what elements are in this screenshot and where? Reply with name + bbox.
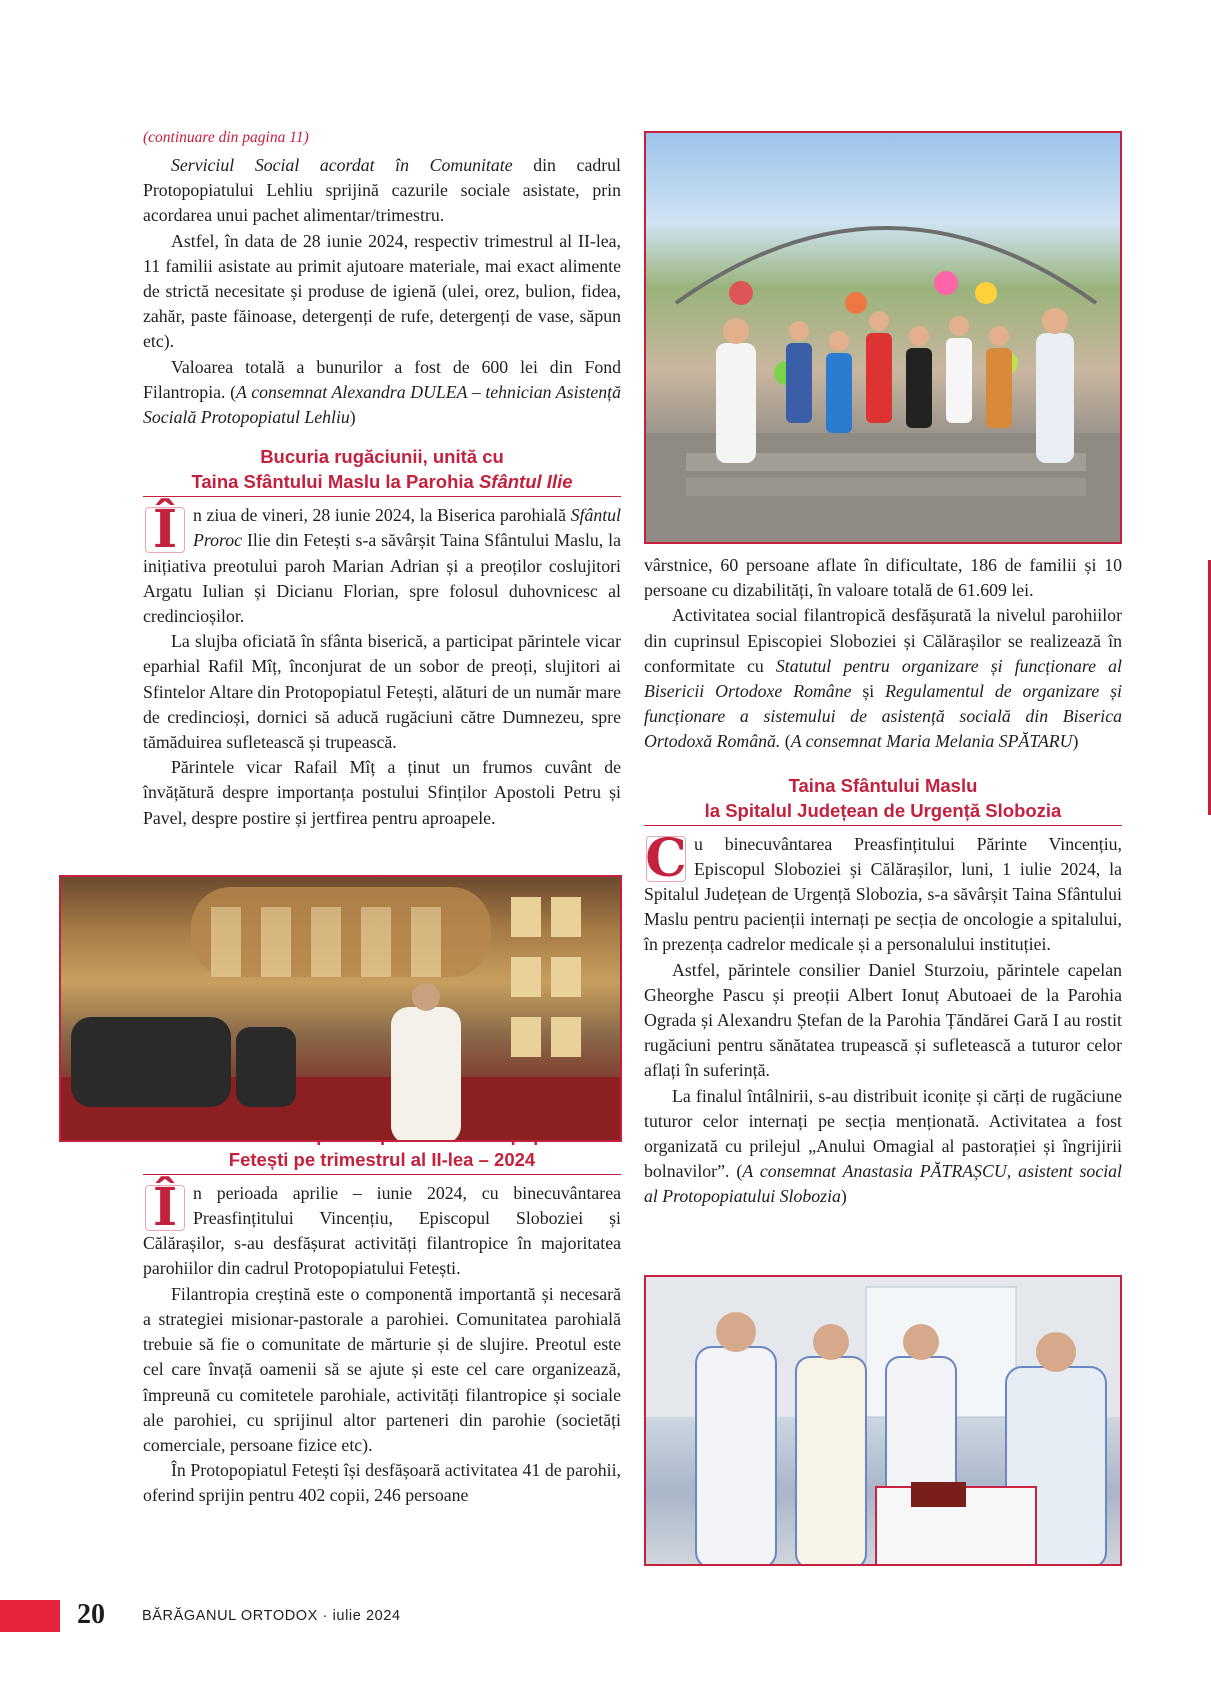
paragraph-families-aid: Astfel, în data de 28 iunie 2024, respectiv trimestrul al II-lea, 11 familii asistate au primit ajutoare materiale, mai exact alimente de strictă necesitate și produse de igienă (ulei, orez, bulion, fidea, zahăr, paste făinoase, detergenți de rufe, detergenți de vase, săpun etc). <box>143 230 621 352</box>
children-scene <box>646 133 1122 544</box>
paragraph-spital-priests: Astfel, părintele consilier Daniel Sturzoiu, părintele capelan Gheorghe Pascu și preoții Albert Ionuț Abutoaei de la Parohia Ograda și Alexandru Ștefan de la Parohia Țăndărei Gară I au rostit rugăciuni pentru sănătatea trupească și sufletească a tuturor celor aflați în suferință. <box>644 959 1122 1081</box>
paragraph-total-value: Valoarea totală a bunurilor a fost de 600 lei din Fond Filantropia. (A consemnat Alexandra DULEA – tehnician Asistență Socială Protopopiatul Lehliu) <box>143 356 622 428</box>
footer-color-bar <box>0 1600 60 1632</box>
article-heading-filantropie: Fetești pe trimestrul al II-lea – 2024 <box>143 1122 621 1175</box>
drop-cap: Î <box>143 507 187 553</box>
paragraph-maslu-sermon: Părintele vicar Rafail Mîț a ținut un frumos cuvânt de învățătură despre importanța postului Sfinților Apostoli Petru și Pavel, despre postire și jertfirea pentru aproapele. <box>143 757 621 828</box>
page-number: 20 <box>77 1599 105 1630</box>
paragraph-spital-final: La finalul întâlnirii, s-au distribuit iconițe și cărți de rugăciune tuturor celor internați pe secția menționată. Activitatea a fost organizată cu prilejul „Anului Omagial al pastorației și îngrijirii bolnavilor”. (A consemnat Anastasia PĂTRAȘCU, asistent social al Protopopiatului Slobozia) <box>644 1085 1122 1207</box>
article-heading-maslu-fetesti: Bucuria rugăciunii, unită cu Taina Sfântului Maslu la Parohia Sfântul Ilie <box>143 444 621 497</box>
paragraph-spital-intro: Cu binecuvântarea Preasfințitului Părinte Vincențiu, Episcopul Sloboziei și Călărașilor, luni, 1 iulie 2024, la Spitalul Județean de Urgență Slobozia, s-a săvârșit Taina Sfântului Maslu pentru pacienții internați pe secția de oncologie a spitalului, în prezența cadrelor medicale și a personalului instituției. <box>644 827 1122 955</box>
left-column <box>143 127 621 1509</box>
photo-children-group <box>644 131 1122 544</box>
hospital-scene <box>646 1277 1122 1566</box>
paragraph-maslu-intro: În ziua de vineri, 28 iunie 2024, la Biserica parohială Sfântul Proroc Ilie din Fetești s-a săvârșit Taina Sfântului Maslu, la inițiativa preotului paroh Marian Adrian și a preoților coslujitori Argatu Iulian și Dicianu Florian, spre folosul duhovnicesc al credincioșilor. <box>143 499 621 627</box>
right-column <box>644 553 1122 1210</box>
continuation-note: (continuare din pagina 11) <box>143 129 309 146</box>
paragraph-maslu-vicar: La slujba oficiată în sfânta biserică, a participat părintele vicar eparhial Rafil Mîț, înconjurat de un sobor de preoți, slujitori ai Sfintelor Altare din Protopopiatul Fetești, alături de un număr mare de credincioși, dornici să aducă rugăciuni către Dumnezeu, spre tămăduirea sufletească și trupească. <box>143 631 622 753</box>
drop-cap: C <box>645 827 687 889</box>
church-scene <box>61 877 622 1142</box>
photo-hospital-maslu <box>644 1275 1122 1566</box>
paragraph-filantropie-stats: În Protopopiatul Fetești își desfășoară activitatea 41 de parohii, oferind sprijin pentru 402 copii, 246 persoane <box>143 1460 621 1506</box>
magazine-name: BĂRĂGANUL ORTODOX · iulie 2024 <box>142 1608 401 1624</box>
article-heading-spital: Taina Sfântului Maslu la Spitalul Județean de Urgență Slobozia <box>644 773 1122 826</box>
paragraph-filantropie-intro: În perioada aprilie – iunie 2024, cu binecuvântarea Preasfințitului Vincențiu, Episcopul Sloboziei și Călărașilor, s-au desfășurat activități filantropice în majoritatea parohiilor din cadrul Protopopiatului Fetești. <box>143 1176 621 1279</box>
paragraph-social-service: Serviciul Social acordat în Comunitate din cadrul Protopopiatului Lehliu sprijină cazurile sociale asistate, prin acordarea unui pachet alimentar/trimestru. <box>143 155 621 226</box>
paragraph-stats-continued: vârstnice, 60 persoane aflate în dificultate, 186 de familii și 10 persoane cu dizabilități, în valoare totală de 61.609 lei. <box>644 555 1122 601</box>
paragraph-filantropie-role: Filantropia creștină este o componentă importantă și necesară a strategiei misionar-pastorale a parohiei. Comunitatea parohială trebuie să fie o comunitate de mărturie și de slujire. Preotul este cel care învață oamenii să se ajute și este cel care organizează, împreună cu comitetele parohiale, activități filantropice și sociale ale parohiei, cu sprijinul altor parteneri din parohie (societăți comerciale, persoane fizice etc). <box>143 1283 621 1455</box>
paragraph-regulation: Activitatea social filantropică desfășurată la nivelul parohiilor din cuprinsul Episcopiei Sloboziei și Călărașilor se realizează în conformitate cu Statutul pentru organizare și funcționare al Bisericii Ortodoxe Române și Regulamentul de organizare și funcționare a sistemului de asistență socială din Biserica Ortodoxă Română. (A consemnat Maria Melania SPĂTARU) <box>644 605 1122 752</box>
service-name: Serviciul Social acordat în Comunitate <box>171 155 513 175</box>
photo-church-service <box>59 875 622 1142</box>
drop-cap: Î <box>143 1185 187 1231</box>
